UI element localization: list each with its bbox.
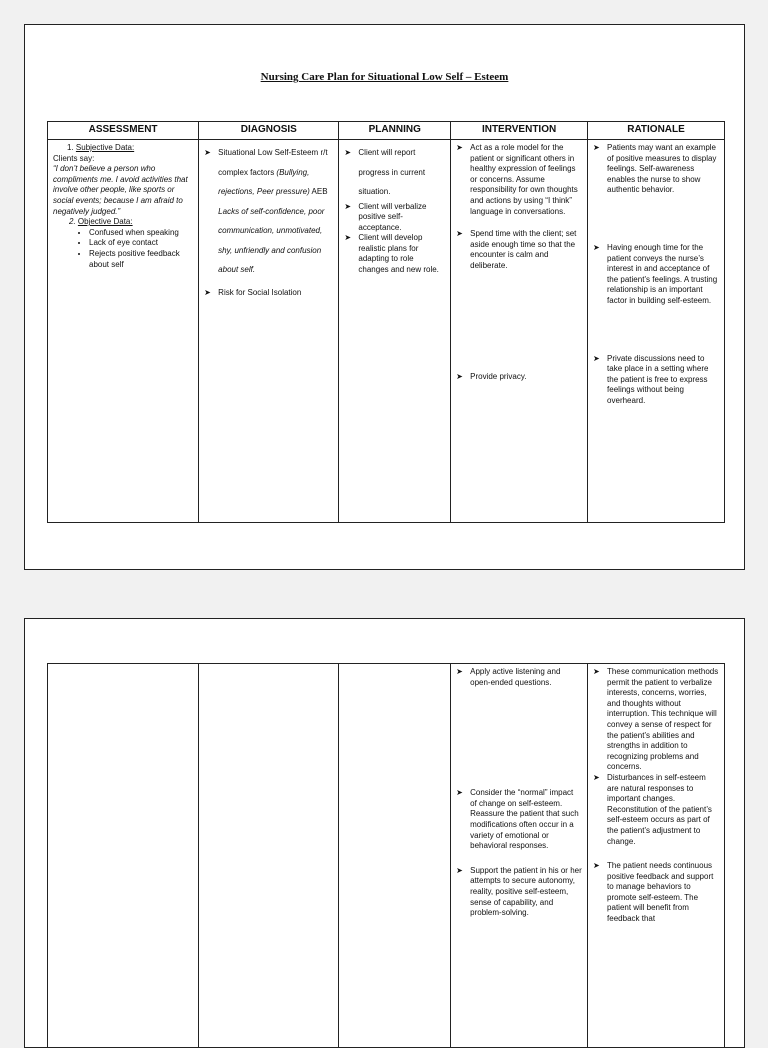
planning-item: ➤ Client will verbalize positive self-acceptance. xyxy=(344,202,445,234)
diagnosis-factors: (Bullying, rejections, Peer pressure) xyxy=(218,168,310,197)
subjective-heading: Subjective Data: xyxy=(76,143,134,152)
rationale-item: ➤ Private discussions need to take place in a setting where the patient is free to express feelings without being overheard. xyxy=(593,354,719,407)
assessment-cell xyxy=(48,664,199,1048)
table-row xyxy=(48,664,725,1048)
intervention-item: ➤ Apply active listening and open-ended questions. xyxy=(456,667,582,688)
header-rationale: RATIONALE xyxy=(588,122,725,140)
table-row xyxy=(48,140,725,523)
clients-say-label: Clients say: xyxy=(53,154,193,165)
intervention-item: ➤ Act as a role model for the patient or significant others in healthy expression of feelings or concerns. Assume responsibility for own thoughts and actions by using “I think” language in conversations. xyxy=(456,143,582,217)
diagnosis-cell xyxy=(199,664,339,1048)
header-diagnosis: DIAGNOSIS xyxy=(199,122,339,140)
care-plan-table xyxy=(47,121,725,523)
objective-list xyxy=(53,228,193,270)
list-item: • Confused when speaking xyxy=(89,228,193,239)
planning-cell xyxy=(339,140,451,523)
diagnosis-text: Situational Low Self-Esteem r/t complex factors xyxy=(218,148,327,177)
diagnosis-aeb: AEB xyxy=(310,187,328,196)
planning-item: ➤ Client will develop realistic plans for adapting to role changes and new role. xyxy=(344,233,445,275)
diagnosis-item xyxy=(204,143,333,280)
table-header-row xyxy=(48,122,725,140)
list-item: • Rejects positive feedback about self xyxy=(89,249,193,270)
objective-number: 2. xyxy=(69,217,76,226)
objective-heading: Objective Data: xyxy=(78,217,133,226)
diagnosis-item: ➤ Risk for Social Isolation xyxy=(204,288,333,299)
rationale-item: ➤ These communication methods permit the patient to verbalize interests, concerns, worries, and thoughts without interruption. This technique will convey a sense of respect for the patient’s abilities and strengths in addition to recognizing problems and concerns. xyxy=(593,667,719,773)
rationale-item: ➤ Patients may want an example of positive measures to display feelings. Self-awareness enables the nurse to show authentic behavior. xyxy=(593,143,719,196)
diagnosis-evidence: Lacks of self-confidence, poor communication, unmotivated, shy, unfriendly and confusion about self. xyxy=(218,207,324,275)
rationale-cell xyxy=(588,140,725,523)
care-plan-table-continued xyxy=(47,663,725,1048)
rationale-item: ➤ Disturbances in self-esteem are natural responses to important changes. Reconstitution of the patient’s self-esteem occurs as part of the patient’s adjustment to change. xyxy=(593,773,719,847)
client-quote: “I don’t believe a person who compliments me. I avoid activities that involve other people, like sports or social events; because I am afraid to negatively judged.” xyxy=(53,164,193,217)
intervention-cell xyxy=(451,664,588,1048)
planning-cell xyxy=(339,664,451,1048)
assessment-cell xyxy=(48,140,199,523)
intervention-item: ➤ Provide privacy. xyxy=(456,372,582,383)
list-item: • Lack of eye contact xyxy=(89,238,193,249)
document-page-1 xyxy=(24,24,745,570)
planning-item: ➤ Client will report progress in current situation. xyxy=(344,143,445,202)
intervention-item: ➤ Consider the “normal” impact of change on self-esteem. Reassure the patient that such modifications often occur in a variety of emotional or behavioral responses. xyxy=(456,788,582,852)
rationale-item: ➤ The patient needs continuous positive feedback and support to manage behaviors to promote self-esteem. The patient will benefit from feedback that xyxy=(593,861,719,925)
document-page-2 xyxy=(24,618,745,1048)
intervention-item: ➤ Spend time with the client; set aside enough time so that the encounter is calm and deliberate. xyxy=(456,229,582,271)
header-planning: PLANNING xyxy=(339,122,451,140)
diagnosis-cell xyxy=(199,140,339,523)
header-assessment: ASSESSMENT xyxy=(48,122,199,140)
intervention-cell xyxy=(451,140,588,523)
rationale-cell xyxy=(588,664,725,1048)
intervention-item: ➤ Support the patient in his or her attempts to secure autonomy, reality, positive self-esteem, sense of capability, and problem-solving. xyxy=(456,866,582,919)
subjective-number: 1. xyxy=(67,143,74,152)
header-intervention: INTERVENTION xyxy=(451,122,588,140)
page-title: Nursing Care Plan for Situational Low Self – Esteem xyxy=(25,71,744,83)
rationale-item: ➤ Having enough time for the patient conveys the nurse’s interest in and acceptance of the patient’s feelings. A trusting relationship is an important factor in building self-esteem. xyxy=(593,243,719,307)
